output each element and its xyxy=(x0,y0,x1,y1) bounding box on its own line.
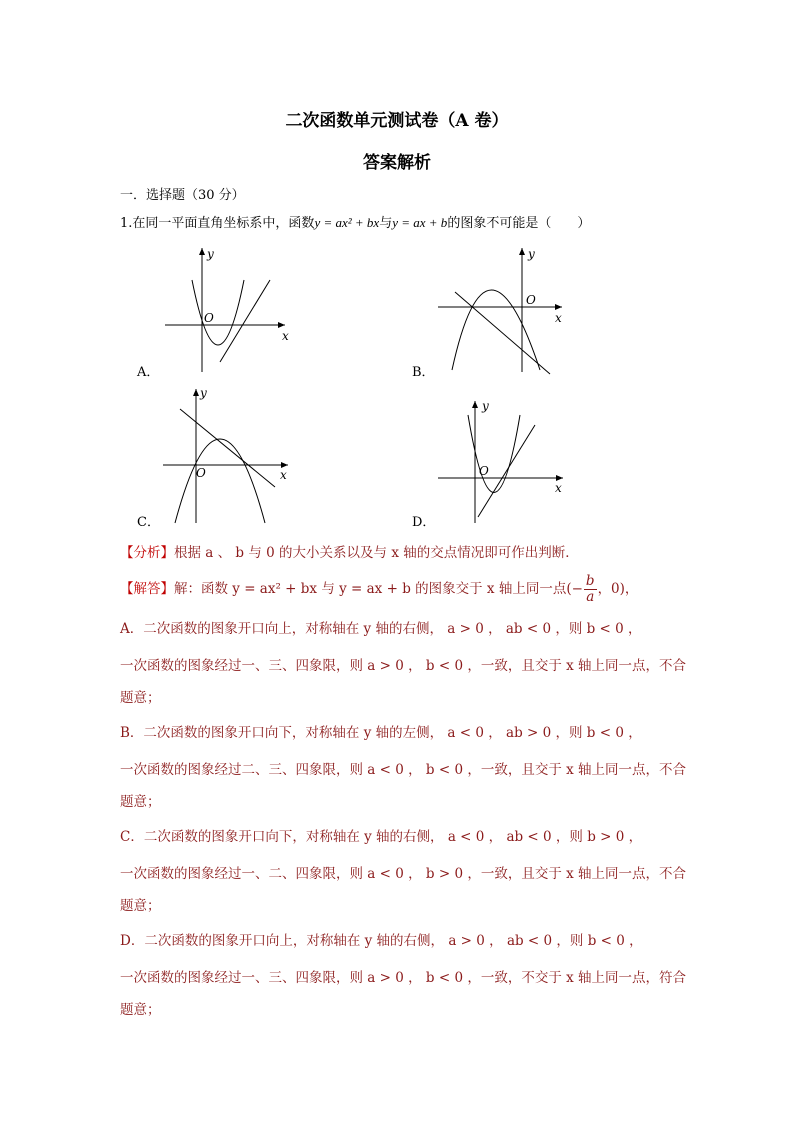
figure-a xyxy=(120,240,310,380)
question-line: 1.在同一平面直角坐标系中，函数y = ax² + bx与y = ax + b的图象不可能是（ ） xyxy=(120,215,591,231)
question-suffix: 的图象不可能是（ ） xyxy=(447,216,591,231)
x-label: x xyxy=(282,329,289,343)
origin-label: O xyxy=(479,464,489,478)
item-d-line1: D．二次函数的图象开口向上，对称轴在 y 轴的右侧， a > 0 ， ab < 0 ，则 b < 0 ， xyxy=(120,933,643,949)
option-label-b: B． xyxy=(412,365,435,380)
analysis-text: 根据 a 、 b 与 0 的大小关系以及与 x 轴的交点情况即可作出判断． xyxy=(174,545,579,561)
item-a-line2: 一次函数的图象经过一、三、四象限，则 a > 0 ， b < 0 ，一致，且交于 x 轴上同一点，不合 xyxy=(120,658,687,674)
figure-b xyxy=(400,240,590,380)
solution-line xyxy=(120,574,638,608)
y-label: y xyxy=(528,247,535,261)
parabola-curve xyxy=(175,439,265,523)
y-label: y xyxy=(207,247,214,261)
solution-text-after: ，0)， xyxy=(597,581,639,597)
item-a-line1: A．二次函数的图象开口向上，对称轴在 y 轴的右侧， a > 0 ， ab < 0 ，则 b < 0 ， xyxy=(120,621,642,637)
parabola-curve xyxy=(468,415,520,493)
option-label-a: A． xyxy=(137,365,160,380)
item-c-line3: 题意； xyxy=(120,898,161,914)
y-label: y xyxy=(200,386,207,400)
item-b-line1: B．二次函数的图象开口向下，对称轴在 y 轴的左侧， a < 0 ， ab > 0 ，则 b < 0 ， xyxy=(120,725,642,741)
x-label: x xyxy=(555,311,562,325)
item-b-line2: 一次函数的图象经过二、三、四象限，则 a < 0 ， b < 0 ，一致，且交于 x 轴上同一点，不合 xyxy=(120,762,687,778)
analysis-tag: 【分析】 xyxy=(120,545,174,561)
analysis-line xyxy=(120,541,579,561)
line-graph xyxy=(180,409,275,487)
item-c-line1: C．二次函数的图象开口向下，对称轴在 y 轴的右侧， a < 0 ， ab < 0 ，则 b > 0 ， xyxy=(120,829,643,845)
origin-label: O xyxy=(196,466,206,480)
line-graph xyxy=(220,280,270,362)
item-d-line2: 一次函数的图象经过一、三、四象限，则 a > 0 ， b < 0 ，一致，不交于 x 轴上同一点，符合 xyxy=(120,970,687,986)
question-prefix: 在同一平面直角坐标系中，函数 xyxy=(132,216,315,231)
y-label: y xyxy=(482,399,489,413)
x-label: x xyxy=(280,468,287,482)
option-label-d: D． xyxy=(412,515,436,530)
item-a-line3: 题意； xyxy=(120,690,161,706)
solution-text-before: 解：函数 y = ax² + bx 与 y = ax + b 的图象交于 x 轴上同一点(− xyxy=(174,581,583,597)
fraction xyxy=(584,574,597,605)
item-d-line3: 题意； xyxy=(120,1002,161,1018)
question-formula-1: y = ax² + bx xyxy=(314,215,380,230)
x-label: x xyxy=(555,481,562,495)
option-label-c: C． xyxy=(137,515,160,530)
question-formula-2: y = ax + b xyxy=(392,215,448,230)
origin-label: O xyxy=(526,293,536,307)
fraction-denominator: a xyxy=(586,589,595,605)
item-b-line3: 题意； xyxy=(120,794,161,810)
origin-label: O xyxy=(204,311,214,325)
solution-tag: 【解答】 xyxy=(120,581,174,597)
fraction-numerator: b xyxy=(585,573,595,589)
figure-c xyxy=(120,385,310,530)
question-number: 1 xyxy=(120,216,129,231)
page-title: 二次函数单元测试卷（A 卷） xyxy=(285,111,509,131)
question-mid: 与 xyxy=(379,216,393,231)
page-subtitle: 答案解析 xyxy=(363,153,431,173)
item-c-line2: 一次函数的图象经过一、二、四象限，则 a < 0 ， b > 0 ，一致，且交于 x 轴上同一点，不合 xyxy=(120,866,687,882)
figure-d xyxy=(400,395,590,530)
section-heading: 一．选择题（30 分） xyxy=(120,188,245,203)
